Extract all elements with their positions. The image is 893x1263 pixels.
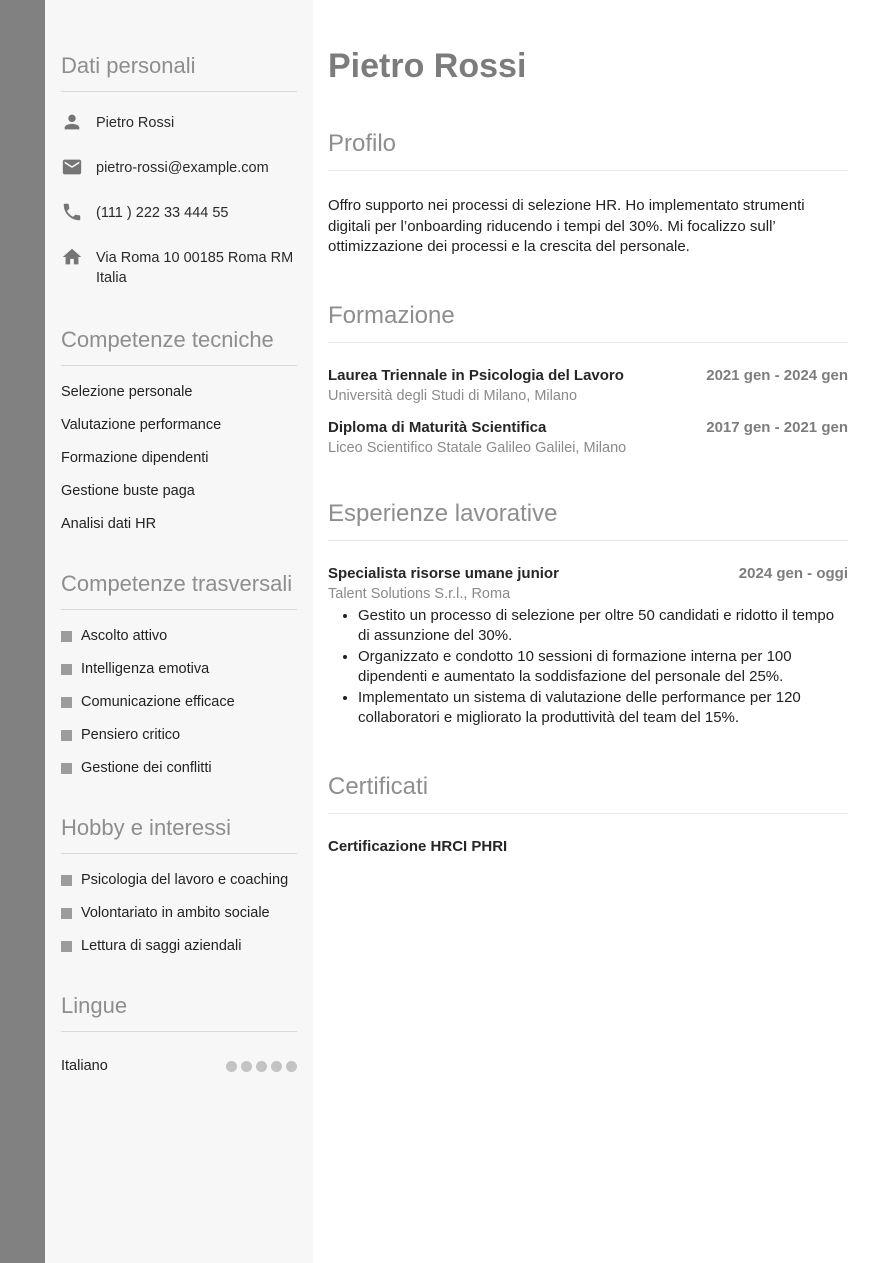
contact-row-address <box>61 245 297 288</box>
section-title-soft-skills: Competenze trasversali <box>61 566 297 610</box>
education-entry <box>328 367 848 404</box>
contact-name: Pietro Rossi <box>96 115 175 131</box>
language-level-dot-icon <box>226 1061 237 1072</box>
list-item <box>61 727 297 743</box>
list-item-label: Psicologia del lavoro e coaching <box>81 872 289 888</box>
email-icon <box>61 156 83 178</box>
education-entries <box>328 367 848 456</box>
square-bullet-icon <box>61 664 72 675</box>
section-title-certificates: Certificati <box>328 771 848 814</box>
sidebar-section-soft-skills <box>61 566 297 776</box>
contact-address: Via Roma 10 00185 Roma RM Italia <box>96 250 294 286</box>
contact-row-phone <box>61 200 297 224</box>
section-title-education: Formazione <box>328 300 848 343</box>
school-name: Università degli Studi di Milano, Milano <box>328 387 578 404</box>
square-bullet-icon <box>61 730 72 741</box>
technical-skills-list <box>61 384 297 532</box>
language-level-dot-icon <box>271 1061 282 1072</box>
section-title-languages: Lingue <box>61 988 297 1032</box>
list-item <box>61 694 297 710</box>
list-item: Valutazione performance <box>61 417 222 433</box>
main-section-certificates <box>328 771 848 855</box>
left-accent-strip <box>0 0 45 1263</box>
list-item <box>61 872 297 888</box>
main-section-experience <box>328 498 848 729</box>
phone-icon <box>61 201 83 223</box>
name-heading: Pietro Rossi <box>328 47 527 85</box>
job-period: 2024 gen - oggi <box>738 564 848 582</box>
square-bullet-icon <box>61 941 72 952</box>
person-icon <box>61 111 83 133</box>
school-name: Liceo Scientifico Statale Galileo Galilei, Milano <box>328 439 627 456</box>
list-item <box>61 628 297 644</box>
section-title-technical-skills: Competenze tecniche <box>61 322 297 366</box>
list-item-label: Volontariato in ambito sociale <box>81 905 270 921</box>
language-level-dots <box>226 1061 297 1072</box>
profile-text: Offro supporto nei processi di selezione HR. Ho implementato strumenti digitali per l’onboarding riducendo i tempi del 30%. Mi focalizzo sull’ ottimizzazione dei processi e la crescita del personale. <box>328 197 805 255</box>
experience-entries <box>328 565 848 729</box>
language-level-dot-icon <box>286 1061 297 1072</box>
square-bullet-icon <box>61 908 72 919</box>
main-section-education <box>328 300 848 456</box>
list-item <box>61 760 297 776</box>
list-item-label: Lettura di saggi aziendali <box>81 938 242 954</box>
list-item-label: Pensiero critico <box>81 727 181 743</box>
square-bullet-icon <box>61 631 72 642</box>
contact-email: pietro-rossi@example.com <box>96 160 269 176</box>
entry-head <box>328 367 848 384</box>
section-title-experience: Esperienze lavorative <box>328 498 848 541</box>
list-item <box>61 938 297 954</box>
contact-row-email <box>61 155 297 179</box>
list-item-label: Ascolto attivo <box>81 628 168 644</box>
experience-bullet: • Organizzato e condotto 10 sessioni di formazione interna per 100 dipendenti e aumentato la soddisfazione del personale del 25%. <box>358 647 848 688</box>
experience-bullets <box>328 606 848 729</box>
list-item-label: Gestione dei conflitti <box>81 760 212 776</box>
entry-head <box>328 565 848 582</box>
section-title-personal: Dati personali <box>61 48 297 92</box>
square-bullet-icon <box>61 697 72 708</box>
square-bullet-icon <box>61 763 72 774</box>
company-name: Talent Solutions S.r.l., Roma <box>328 585 511 602</box>
language-level-dot-icon <box>256 1061 267 1072</box>
certificate-name: Certificazione HRCI PHRI <box>328 837 508 855</box>
sidebar-section-technical-skills <box>61 322 297 532</box>
degree-title: Diploma di Maturità Scientifica <box>328 418 547 436</box>
education-entry <box>328 419 848 456</box>
degree-period: 2021 gen - 2024 gen <box>706 366 848 384</box>
home-icon <box>61 246 83 268</box>
list-item: Analisi dati HR <box>61 516 157 532</box>
language-row <box>61 1058 297 1074</box>
section-title-profile: Profilo <box>328 128 848 171</box>
job-title: Specialista risorse umane junior <box>328 564 559 582</box>
degree-title: Laurea Triennale in Psicologia del Lavoro <box>328 366 624 384</box>
main-content <box>313 0 893 1263</box>
entry-head <box>328 419 848 436</box>
language-name: Italiano <box>61 1058 108 1074</box>
list-item: Formazione dipendenti <box>61 450 209 466</box>
sidebar-section-hobbies <box>61 810 297 954</box>
square-bullet-icon <box>61 875 72 886</box>
list-item: Selezione personale <box>61 384 193 400</box>
list-item-label: Intelligenza emotiva <box>81 661 210 677</box>
contact-phone: (111 ) 222 33 444 55 <box>96 205 229 221</box>
list-item-label: Comunicazione efficace <box>81 694 235 710</box>
language-level-dot-icon <box>241 1061 252 1072</box>
list-item <box>61 905 297 921</box>
section-title-hobbies: Hobby e interessi <box>61 810 297 854</box>
sidebar <box>45 0 313 1263</box>
sidebar-section-languages <box>61 988 297 1074</box>
main-section-profile <box>328 128 848 258</box>
degree-period: 2017 gen - 2021 gen <box>706 418 848 436</box>
list-item <box>61 661 297 677</box>
experience-bullet: • Gestito un processo di selezione per oltre 50 candidati e ridotto il tempo di assunzione del 30%. <box>358 606 848 647</box>
list-item: Gestione buste paga <box>61 483 195 499</box>
hobbies-list <box>61 872 297 954</box>
soft-skills-list <box>61 628 297 776</box>
sidebar-section-personal <box>61 48 297 288</box>
contact-row-name <box>61 110 297 134</box>
experience-entry <box>328 565 848 729</box>
experience-bullet: • Implementato un sistema di valutazione delle performance per 120 collaboratori e migliorato la produttività del team del 15%. <box>358 688 848 729</box>
